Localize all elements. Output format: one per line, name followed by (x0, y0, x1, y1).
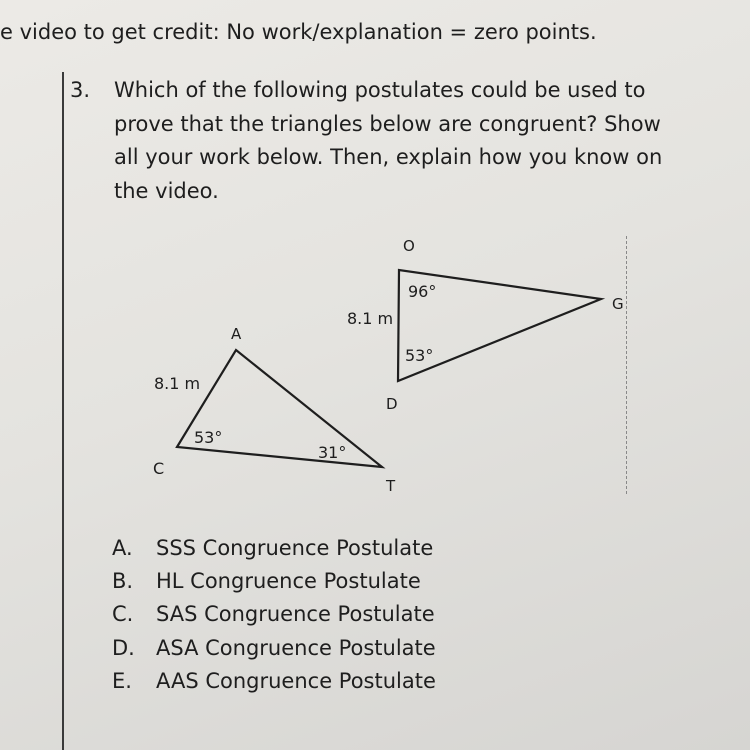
choice-letter: E. (112, 668, 132, 693)
choice-letter: B. (112, 569, 134, 594)
choice-text: AAS Congruence Postulate (156, 668, 436, 693)
vertex-c-label: C (153, 459, 165, 478)
choice-text: SSS Congruence Postulate (156, 536, 434, 560)
choice-letter: D. (112, 635, 135, 660)
answer-choices (112, 532, 436, 698)
choice-a[interactable] (112, 532, 436, 565)
choice-text: ASA Congruence Postulate (156, 635, 436, 660)
question-number: 3. (70, 78, 91, 102)
angle-t-measure: 31° (318, 443, 347, 462)
vertex-a-label: A (231, 325, 242, 343)
choice-c[interactable] (112, 598, 436, 631)
angle-d-measure: 53° (405, 346, 434, 365)
choice-d[interactable] (112, 632, 436, 665)
vertex-t-label: T (386, 477, 396, 495)
angle-o-measure: 96° (408, 282, 437, 301)
instruction-header: e video to get credit: No work/explanation = zero points. (0, 20, 597, 44)
choice-letter: C. (112, 602, 134, 627)
vertex-d-label: D (386, 395, 398, 413)
question-line: prove that the triangles below are congruent? Show (114, 111, 661, 136)
vertex-g-label: G (612, 295, 624, 313)
choice-text: HL Congruence Postulate (156, 569, 421, 594)
choice-b[interactable] (112, 565, 436, 598)
choice-text: SAS Congruence Postulate (156, 602, 435, 627)
side-ca-length: 8.1 m (154, 374, 201, 393)
question-line: the video. (114, 178, 219, 203)
question-line: all your work below. Then, explain how you know on (114, 145, 663, 169)
side-od-length: 8.1 m (347, 309, 394, 328)
vertex-o-label: O (403, 237, 415, 255)
choice-letter: A. (112, 536, 133, 560)
question-line: Which of the following postulates could be used to (114, 78, 646, 102)
triangle-cat (177, 350, 382, 467)
angle-c-measure: 53° (194, 428, 223, 447)
choice-e[interactable] (112, 665, 436, 698)
